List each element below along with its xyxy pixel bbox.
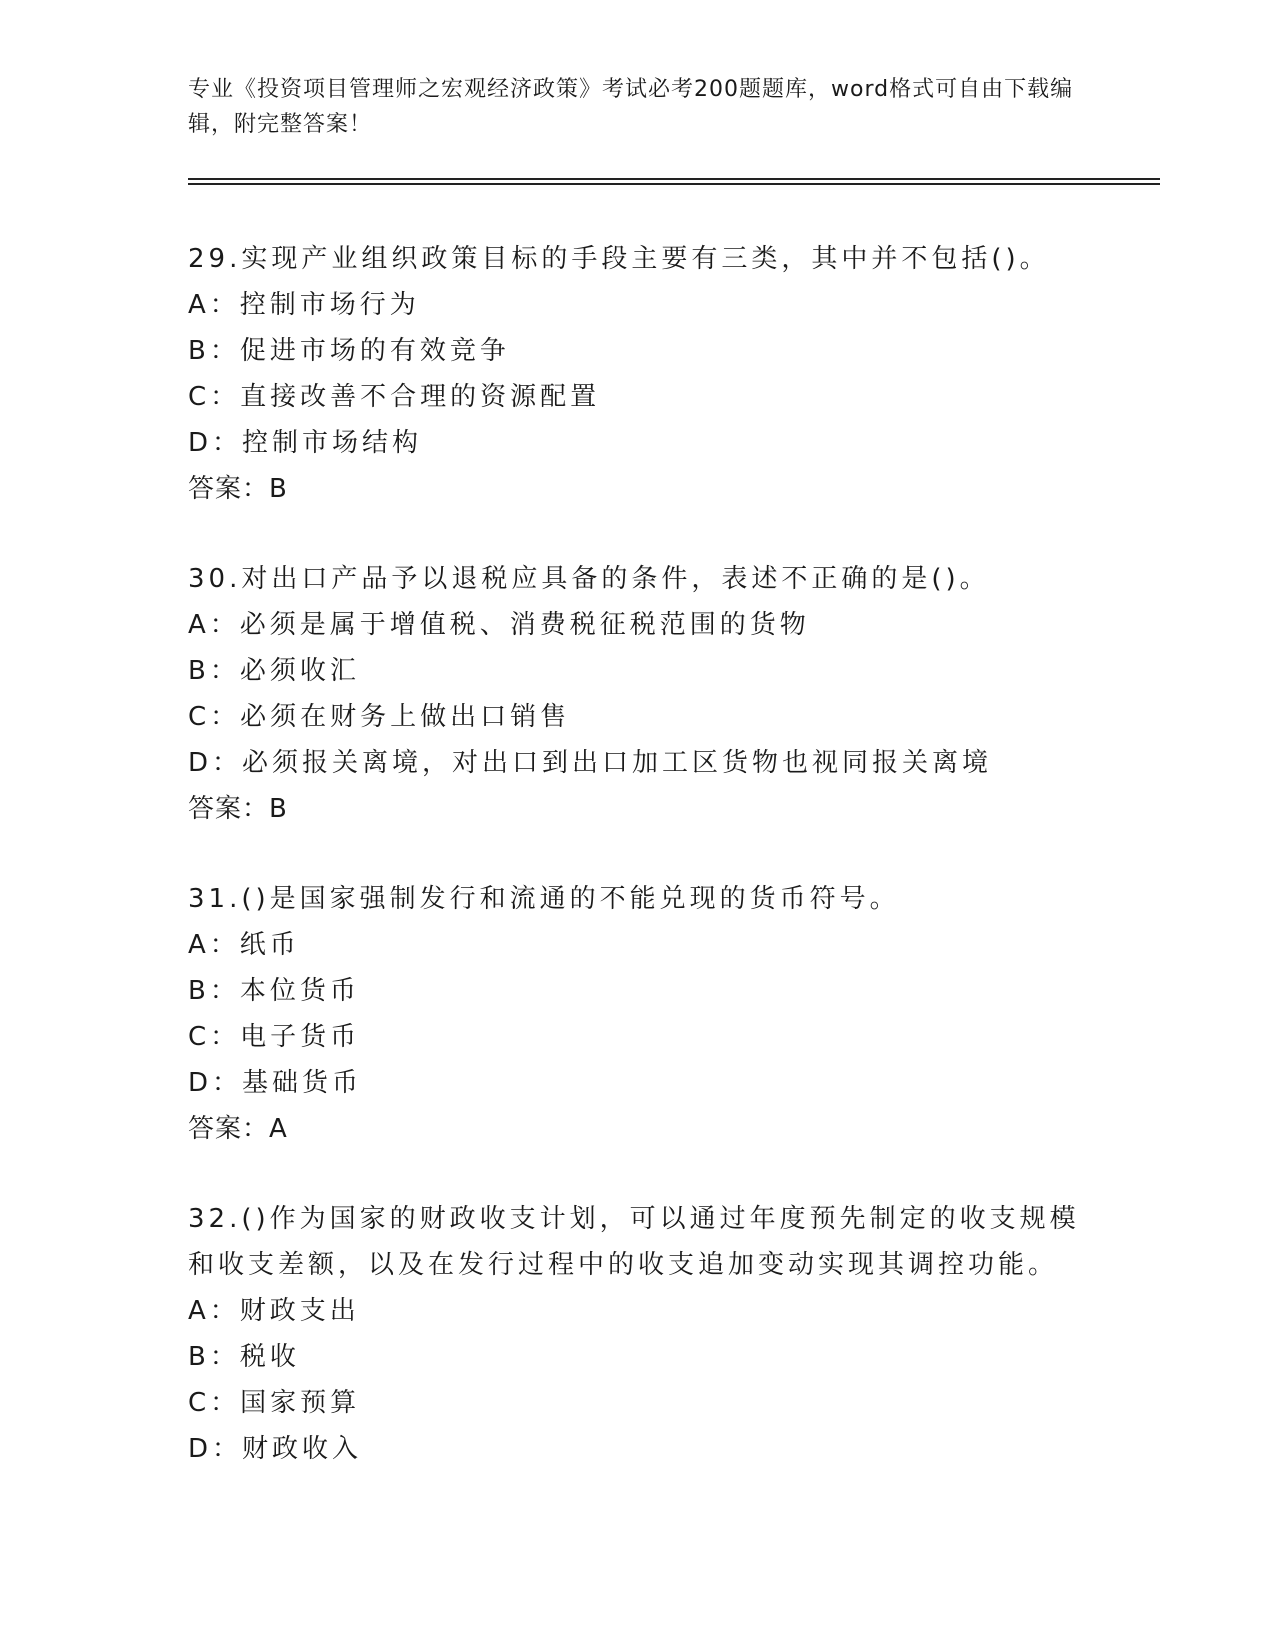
option-a: A：必须是属于增值税、消费税征税范围的货物 xyxy=(188,610,810,640)
option-d: D：财政收入 xyxy=(188,1434,363,1464)
option-a: A：纸币 xyxy=(188,930,300,960)
option-b: B：必须收汇 xyxy=(188,656,360,686)
question-stem: 29.实现产业组织政策目标的手段主要有三类，其中并不包括()。 xyxy=(188,244,1050,274)
question-31 xyxy=(188,876,1088,1152)
header-rule-top xyxy=(188,178,1160,180)
option-b: B：税收 xyxy=(188,1342,300,1372)
question-stem: 32.()作为国家的财政收支计划，可以通过年度预先制定的收支规模和收支差额，以及在发行过程中的收支追加变动实现其调控功能。 xyxy=(188,1204,1080,1280)
question-29 xyxy=(188,236,1088,512)
option-a: A：财政支出 xyxy=(188,1296,360,1326)
question-stem: 30.对出口产品予以退税应具备的条件，表述不正确的是()。 xyxy=(188,564,990,594)
question-stem: 31.()是国家强制发行和流通的不能兑现的货币符号。 xyxy=(188,884,900,914)
option-b: B：本位货币 xyxy=(188,976,360,1006)
header-rule-bottom xyxy=(188,183,1160,185)
option-d: D：必须报关离境，对出口到出口加工区货物也视同报关离境 xyxy=(188,748,993,778)
answer-line: 答案：B xyxy=(188,794,288,824)
answer-line: 答案：B xyxy=(188,474,288,504)
option-c: C：必须在财务上做出口销售 xyxy=(188,702,571,732)
option-a: A：控制市场行为 xyxy=(188,290,420,320)
option-c: C：电子货币 xyxy=(188,1022,361,1052)
option-c: C：国家预算 xyxy=(188,1388,361,1418)
option-d: D：基础货币 xyxy=(188,1068,363,1098)
answer-line: 答案：A xyxy=(188,1114,288,1144)
header-text: 专业《投资项目管理师之宏观经济政策》考试必考200题题库，word格式可自由下载编辑，附完整答案！ xyxy=(188,77,1074,137)
option-b: B：促进市场的有效竞争 xyxy=(188,336,510,366)
question-30 xyxy=(188,556,1088,832)
document-header xyxy=(188,72,1088,142)
option-d: D：控制市场结构 xyxy=(188,428,423,458)
question-32 xyxy=(188,1196,1088,1472)
option-c: C：直接改善不合理的资源配置 xyxy=(188,382,601,412)
question-list xyxy=(188,236,1088,1516)
